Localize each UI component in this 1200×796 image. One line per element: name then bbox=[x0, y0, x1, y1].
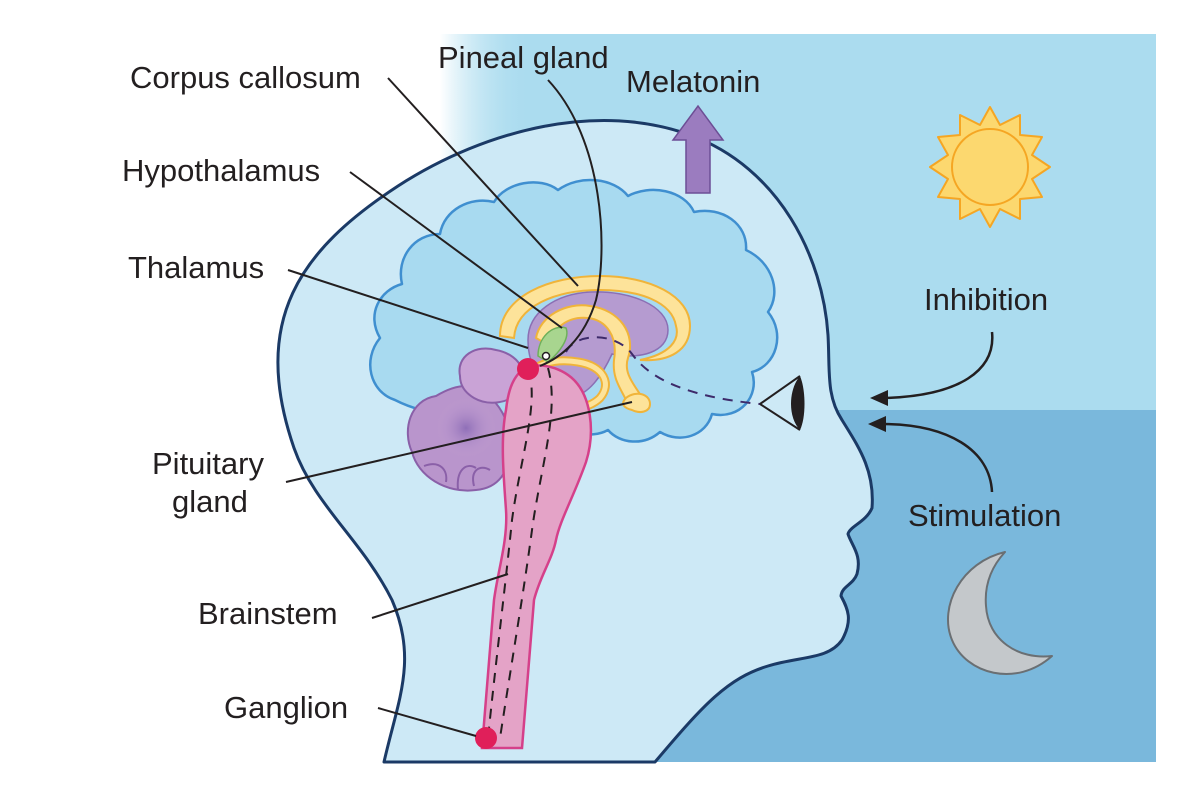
cerebellum-core bbox=[436, 398, 496, 458]
ganglion-node bbox=[475, 727, 497, 749]
label-stimulation: Stimulation bbox=[908, 498, 1062, 533]
label-inhibition: Inhibition bbox=[924, 282, 1049, 317]
label-pineal-gland: Pineal gland bbox=[438, 40, 609, 75]
label-melatonin: Melatonin bbox=[626, 64, 761, 99]
label-pituitary-line2: gland bbox=[172, 484, 248, 519]
label-pituitary-line1: Pituitary bbox=[152, 446, 264, 481]
label-ganglion: Ganglion bbox=[224, 690, 349, 725]
label-hypothalamus: Hypothalamus bbox=[122, 153, 321, 188]
label-corpus-callosum: Corpus callosum bbox=[130, 60, 361, 95]
pineal-node bbox=[517, 358, 539, 380]
label-brainstem: Brainstem bbox=[198, 596, 338, 631]
label-thalamus: Thalamus bbox=[128, 250, 265, 285]
small-node bbox=[543, 353, 550, 360]
